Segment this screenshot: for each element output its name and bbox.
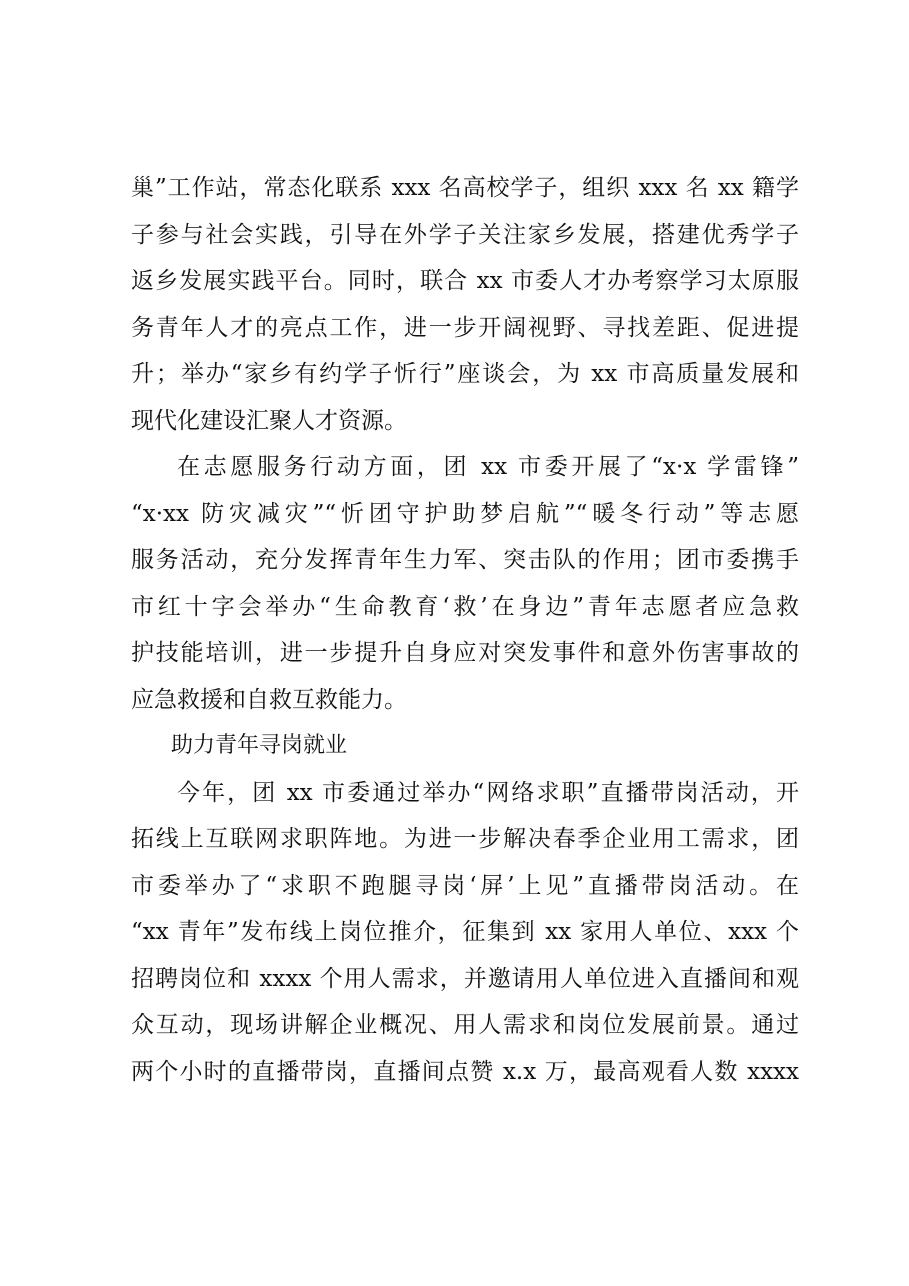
paragraph-line: 升；举办“家乡有约学子忻行”座谈会，为 xx 市高质量发展和 (131, 361, 799, 387)
paragraph-line: 今年，团 xx 市委通过举办“网络求职”直播带岗活动，开 (177, 779, 799, 806)
paragraph-line: 在志愿服务行动方面，团 xx 市委开展了“x·x 学雷锋” (177, 454, 799, 480)
paragraph-youth-talent (131, 165, 799, 444)
paragraph-line: 市红十字会举办“生命教育‘救’在身边”青年志愿者应急救 (131, 593, 799, 620)
paragraph-line: “xx 青年”发布线上岗位推介，征集到 xx 家用人单位、xxx 个 (131, 919, 799, 945)
paragraph-line: 子参与社会实践，引导在外学子关注家乡发展，搭建优秀学子 (131, 221, 799, 248)
section-heading: 助力青年寻岗就业 (171, 733, 348, 758)
paragraph-line: 招聘岗位和 xxxx 个用人需求，并邀请用人单位进入直播间和观 (131, 965, 799, 992)
paragraph-line: 返乡发展实践平台。同时，联合 xx 市委人才办考察学习太原服 (131, 268, 799, 294)
paragraph-line: 市委举办了“求职不跑腿寻岗‘屏’上见”直播带岗活动。在 (131, 872, 799, 899)
paragraph-job-seeking (131, 770, 799, 1096)
paragraph-line: 务青年人才的亮点工作，进一步开阔视野、寻找差距、促进提 (131, 314, 799, 341)
paragraph-line: 众互动，现场讲解企业概况、用人需求和岗位发展前景。通过 (131, 1012, 799, 1038)
paragraph-line: 现代化建设汇聚人才资源。 (131, 407, 407, 434)
paragraph-line: 巢”工作站，常态化联系 xxx 名高校学子，组织 xxx 名 xx 籍学 (131, 175, 799, 201)
paragraph-volunteer-service (131, 444, 799, 723)
document-body (131, 165, 799, 1095)
paragraph-line: “x·xx 防灾减灾”“忻团守护助梦启航”“暖冬行动”等志愿 (131, 500, 799, 527)
paragraph-line: 两个小时的直播带岗，直播间点赞 x.x 万，最高观看人数 xxxx (131, 1058, 799, 1085)
paragraph-line: 服务活动，充分发挥青年生力军、突击队的作用；团市委携手 (131, 547, 799, 573)
paragraph-line: 拓线上互联网求职阵地。为进一步解决春季企业用工需求，团 (131, 826, 799, 852)
paragraph-line: 护技能培训，进一步提升自身应对突发事件和意外伤害事故的 (131, 640, 799, 666)
paragraph-line: 应急救援和自救互救能力。 (131, 686, 407, 713)
